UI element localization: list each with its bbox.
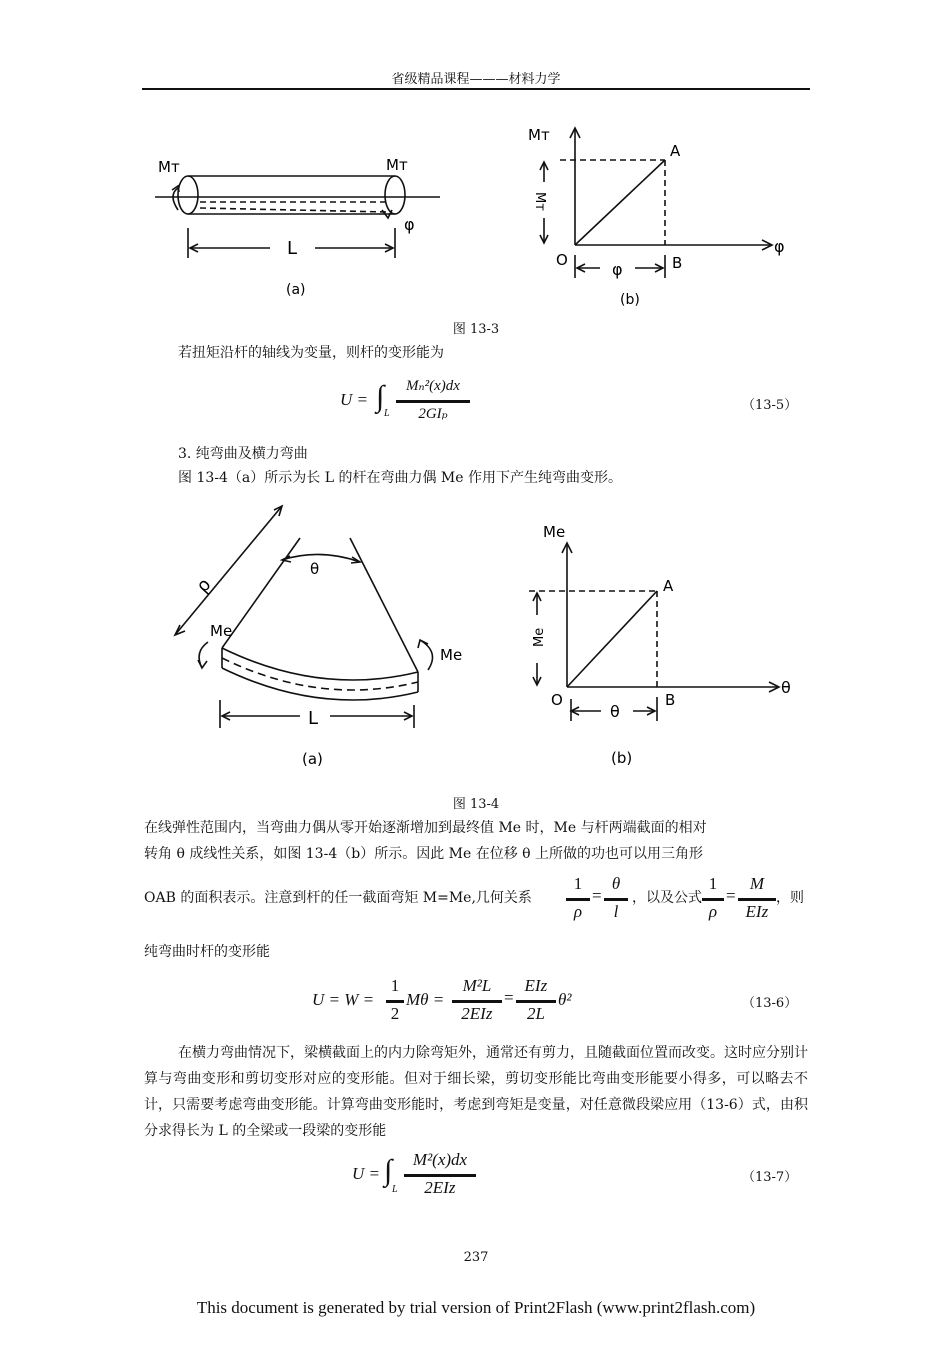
me-axis-label: Me (543, 523, 566, 541)
inline2-num2: M (749, 874, 765, 893)
inline2-den2: EIᴢ (745, 902, 769, 921)
mt-dimension-label: Mᴛ (532, 192, 547, 211)
fraction-bar (738, 898, 776, 901)
mt-axis-label: Mᴛ (528, 126, 550, 144)
origin-label: O (556, 251, 568, 269)
eq135-denominator: 2GIₚ (418, 406, 448, 422)
fraction-bar (566, 898, 590, 901)
figure-13-4b (515, 515, 805, 775)
inline1-num: 1 (573, 874, 583, 893)
phi-axis-label: φ (774, 237, 785, 256)
fraction-bar (404, 1174, 476, 1177)
inline-fraction-2 (702, 874, 782, 928)
length-label: L (287, 238, 298, 259)
section-3-heading: 3. 纯弯曲及横力弯曲 (178, 446, 308, 462)
eq136-tail: θ² (558, 990, 572, 1009)
inline1-den: ρ (573, 902, 583, 921)
rho-label: ρ (192, 574, 216, 597)
eq135-number: （13-5） (742, 398, 798, 413)
eq136-f3-den: 2L (527, 1004, 545, 1023)
length-label-13-4: L (308, 708, 319, 729)
me-dimension-label: Me (532, 627, 547, 647)
figure-13-3a (150, 150, 450, 300)
equals-sign: = (726, 886, 736, 905)
origin-label-13-4: O (551, 691, 563, 709)
eq136-number: （13-6） (742, 996, 798, 1011)
text-line1: 若扭矩沿杆的轴线为变量，则杆的变形能为 (178, 345, 444, 361)
inline2-num: 1 (708, 874, 718, 893)
para1-line2: 转角 θ 成线性关系，如图 13-4（b）所示。因此 Me 在位移 θ 上所做的功也可以用三角形 (144, 846, 704, 862)
figure-13-3-caption: 图 13-3 (452, 322, 500, 337)
figure-13-4-caption: 图 13-4 (452, 797, 500, 812)
point-b-label-13-4: B (665, 691, 676, 709)
eq137-lhs: U = (352, 1164, 380, 1183)
point-a-label: A (670, 142, 681, 160)
mt-left-label: Mᴛ (158, 158, 180, 176)
fraction-bar (702, 898, 724, 901)
eq136-f1-num: 1 (390, 976, 400, 995)
fraction-bar (452, 1000, 502, 1003)
fraction-bar (604, 898, 628, 901)
sublabel-a: (a) (286, 282, 306, 298)
para1-line3b: ，以及公式 (632, 890, 702, 906)
equals-sign: = (592, 886, 602, 905)
eq135-int-sub: L (384, 408, 390, 419)
sublabel-13-4a: (a) (302, 750, 323, 768)
eq136-f2-num: M²L (462, 976, 492, 995)
text-fig134-intro: 图 13-4（a）所示为长 L 的杆在弯曲力偶 Me 作用下产生纯弯曲变形。 (178, 470, 622, 486)
theta-dimension-label: θ (610, 702, 620, 721)
eq136-f1-den: 2 (390, 1004, 400, 1023)
integral-symbol: ∫ (384, 1154, 393, 1187)
eq135-numerator: Mₙ²(x)dx (406, 378, 460, 394)
eq136-mid: Mθ = (406, 990, 445, 1009)
eq136-f2-den: 2EIᴢ (461, 1004, 493, 1023)
equals-sign: = (504, 988, 514, 1007)
para2: 在横力弯曲情况下，梁横截面上的内力除弯矩外，通常还有剪力，且随截面位置而改变。这时应分别计算与弯曲变形和剪切变形对应的变形能。但对于细长梁，剪切变形能比弯曲变形能要小得多，可以略去不计，只需要考虑弯曲变形能。计算弯曲变形能时，考虑到弯矩是变量，对任意微段梁应用（13-6）式，由积分求得长为 L 的全梁或一段梁的变形能 (144, 1045, 808, 1139)
inline1-den2: l (613, 902, 619, 921)
eq137-denominator: 2EIᴢ (424, 1178, 456, 1197)
eq135-lhs: U = (340, 390, 368, 409)
eq136-lhs: U = W = (312, 990, 375, 1009)
equation-13-7 (352, 1150, 492, 1204)
eq136-f3-num: EIᴢ (524, 976, 548, 995)
inline-fraction-1 (566, 874, 632, 928)
para1-line4: 纯弯曲时杆的变形能 (144, 944, 270, 960)
equation-13-6 (312, 976, 592, 1030)
integral-symbol: ∫ (376, 380, 385, 413)
figure-13-4a (150, 500, 480, 780)
eq137-int-sub: L (392, 1184, 398, 1195)
inline1-num2: θ (611, 874, 621, 893)
fraction-bar (386, 1000, 404, 1003)
phi-dimension-label: φ (612, 260, 623, 279)
fraction-bar (396, 400, 470, 403)
fraction-bar (516, 1000, 556, 1003)
print2flash-footer: This document is generated by trial version of Print2Flash (www.print2flash.com) (196, 1298, 756, 1317)
para1-line3a: OAB 的面积表示。注意到杆的任一截面弯矩 M=Me,几何关系 (144, 890, 532, 906)
figure-13-3b (520, 120, 800, 310)
mt-right-label: Mᴛ (386, 156, 408, 174)
page-header: 省级精品课程———材料力学 (391, 72, 561, 87)
me-left-label: Me (210, 622, 233, 640)
sublabel-13-4b: (b) (611, 749, 633, 767)
point-a-label-13-4: A (663, 577, 674, 595)
phi-label: φ (404, 215, 415, 234)
theta-axis-label: θ (781, 678, 791, 697)
point-b-label: B (672, 254, 683, 272)
para1-line1: 在线弹性范围内，当弯曲力偶从零开始逐渐增加到最终值 Me 时，Me 与杆两端截面的相对 (144, 820, 707, 836)
page-number: 237 (463, 1250, 489, 1265)
eq137-numerator: M²(x)dx (412, 1150, 468, 1169)
eq137-number: （13-7） (742, 1170, 798, 1185)
header-rule (142, 88, 810, 90)
theta-label: θ (310, 560, 320, 578)
para1-line3c: ，则 (776, 890, 804, 906)
me-right-label: Me (440, 646, 463, 664)
inline2-den: ρ (708, 902, 718, 921)
sublabel-b: (b) (620, 292, 640, 308)
equation-13-5 (340, 376, 540, 426)
